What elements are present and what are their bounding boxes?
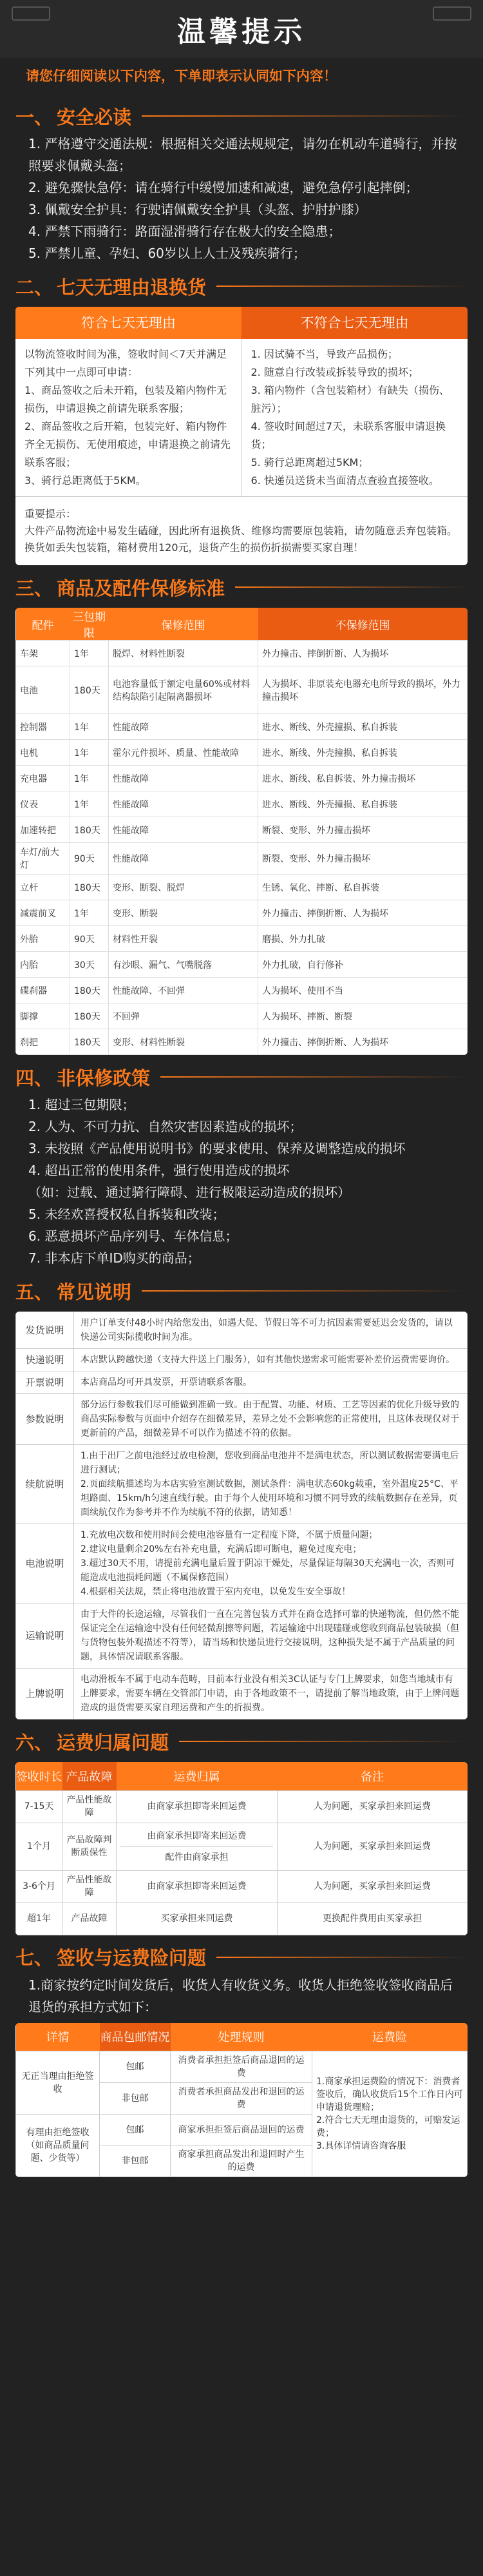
table-cell: 性能故障: [109, 791, 258, 817]
table-cell: 由商家承担即寄来回运费: [117, 1870, 278, 1903]
table-row: [16, 1603, 468, 1669]
warranty-header: 不保修范围: [258, 608, 468, 641]
table-cell: 内胎: [16, 952, 70, 978]
shipping-type: 非包邮: [100, 2083, 171, 2115]
warranty-header: 保修范围: [109, 608, 258, 641]
table-row: [16, 817, 468, 843]
table-cell: 刹把: [16, 1029, 70, 1055]
section-signing: [15, 1941, 468, 2178]
intro-text: 请您仔细阅读以下内容，下单即表示认同如下内容！: [26, 68, 337, 84]
table-cell: 脚撑: [16, 1003, 70, 1029]
table-cell: 进水、断线、外壳撞损、私自拆装: [258, 740, 468, 766]
table-cell: 产品性能故障: [62, 1790, 117, 1823]
table-cell: 性能故障: [109, 714, 258, 740]
table-cell: 电池: [16, 666, 70, 714]
table-row: [16, 1524, 468, 1603]
table-cell: 碟刹器: [16, 978, 70, 1003]
table-cell: 7-15天: [16, 1790, 62, 1823]
nonwarranty-item: 7. 非本店下单ID购买的商品；: [28, 1250, 200, 1266]
return-ineligible-list: [242, 339, 468, 496]
table-cell: 买家承担来回运费: [117, 1903, 278, 1935]
shipping-type: 包邮: [100, 2051, 171, 2083]
safety-item: 1. 严格遵守交通法规：根据相关交通法规规定，请勿在机动车道骑行，并按照要求佩戴头盔；: [28, 136, 457, 173]
section-heading: [15, 570, 468, 604]
return-ineligible-item: 2. 随意自行改装或拆装导致的损坏；: [251, 366, 419, 378]
signing-header: 运费险: [312, 2023, 468, 2051]
signing-detail: 无正当理由拒绝签收: [16, 2051, 100, 2115]
section-return: [15, 269, 468, 565]
return-ineligible-item: 4. 签收时间超过7天，未联系客服申请退换货；: [251, 420, 446, 450]
table-cell: 控制器: [16, 714, 70, 740]
table-row: [16, 1003, 468, 1029]
table-row: [16, 1823, 468, 1870]
table-row: [16, 1669, 468, 1719]
table-cell: 变形、材料性断裂: [109, 1029, 258, 1055]
signing-header: 详情: [16, 2023, 100, 2051]
note-text: 大件产品物流途中易发生磕碰，因此所有退换货、维修均需要原包装箱，请勿随意丢弃包装箱。换货如丢失包装箱，箱材费用120元，退货产生的损伤折损需要买家自理！: [24, 525, 458, 554]
return-note: [15, 497, 468, 565]
table-cell: 材料性开裂: [109, 926, 258, 952]
section-title: 非保修政策: [57, 1067, 151, 1089]
table-cell: 车架: [16, 641, 70, 666]
faq-value: 1.充放电次数和使用时间会使电池容量有一定程度下降，不属于质量问题； 2.建议电量剩余20%左右补充电量，充满后即可断电，避免过度充电； 3.超过30天不用，请提前充满电量后置于阴凉干燥处，尽量保证每隔30天充满电一次，否则可能造成电池损耗问题（不属保修范围） 4.根据相关法规，禁止将电池放置于室内充电，以免发生安全事故！: [74, 1524, 468, 1603]
table-cell: 由商家承担即寄来回运费: [117, 1790, 278, 1823]
table-cell: 90天: [70, 926, 109, 952]
decor-left: [12, 6, 50, 21]
table-cell: 180天: [70, 817, 109, 843]
table-cell: 1年: [70, 740, 109, 766]
table-cell: 脱焊、材料性断裂: [109, 641, 258, 666]
table-cell: 180天: [70, 666, 109, 714]
table-cell: 断裂、变形、外力撞击损坏: [258, 817, 468, 843]
table-row: [16, 952, 468, 978]
nonwarranty-item: 5. 未经欢喜授权私自拆装和改装；: [28, 1206, 225, 1222]
heading-line: [216, 1957, 468, 1958]
table-cell: 仪表: [16, 791, 70, 817]
table-row: [16, 641, 468, 666]
faq-key: 快递说明: [16, 1349, 74, 1371]
signing-rule: 消费者承担拒签后商品退回的运费: [171, 2051, 312, 2083]
return-header-ineligible: 不符合七天无理由: [242, 307, 468, 339]
table-row: [16, 1349, 468, 1371]
section-title: 安全必读: [57, 106, 132, 128]
table-cell: 变形、断裂、脱焊: [109, 875, 258, 900]
table-cell: 进水、断线、私自拆装、外力撞击损坏: [258, 766, 468, 791]
signing-header: 处理规则: [171, 2023, 312, 2051]
warranty-header: 三包期限: [70, 608, 109, 641]
table-row: [16, 666, 468, 714]
table-cell: 产品性能故障: [62, 1870, 117, 1903]
faq-key: 发货说明: [16, 1312, 74, 1349]
table-cell: 进水、断线、外壳撞损、私自拆装: [258, 791, 468, 817]
faq-key: 开票说明: [16, 1371, 74, 1394]
return-eligible-item: 3、骑行总距离低于5KM。: [24, 474, 146, 487]
table-row: [16, 1790, 468, 1823]
table-cell: 产品故障: [62, 1903, 117, 1935]
faq-value: 本店默认跨越快递（支持大件送上门服务），如有其他快递需求可能需要补差价运费需要询价。: [74, 1349, 468, 1371]
table-cell: 性能故障: [109, 766, 258, 791]
nonwarranty-item: 6. 恶意损坏产品序列号、车体信息；: [28, 1228, 238, 1244]
insurance-info: 1.商家承担运费险的情况下：消费者签收后，确认收货后15个工作日内可申请退货理赔； 2.符合七天无理由退货的，可赔发运费； 3.具体详情请咨询客服: [312, 2051, 468, 2177]
section-title: 签收与运费险问题: [57, 1947, 207, 1969]
section-freight: [15, 1725, 468, 1935]
nonwarranty-item: 3. 未按照《产品使用说明书》的要求使用、保养及调整造成的损坏: [28, 1141, 406, 1156]
faq-key: 电池说明: [16, 1524, 74, 1603]
safety-item: 2. 避免骤快急停：请在骑行中缓慢加速和减速，避免急停引起摔倒；: [28, 180, 419, 195]
freight-header: 运费归属: [117, 1762, 278, 1790]
table-cell: 充电器: [16, 766, 70, 791]
safety-item: 3. 佩戴安全护具：行驶请佩戴安全护具（头盔、护肘护膝）: [28, 202, 367, 217]
table-cell: 性能故障: [109, 843, 258, 875]
note-label: 重要提示：: [24, 508, 77, 520]
shipping-type: 非包邮: [100, 2145, 171, 2177]
table-cell: 立杆: [16, 875, 70, 900]
heading-line: [142, 1290, 468, 1292]
table-row: [16, 843, 468, 875]
section-title: 商品及配件保修标准: [57, 577, 225, 599]
table-cell: 加速转把: [16, 817, 70, 843]
table-cell: 进水、断线、外壳撞损、私自拆装: [258, 714, 468, 740]
faq-value: 部分运行参数我们尽可能做到准确一致。由于配置、功能、材质、工艺等因素的优化升级导致的商品实际参数与页面中介绍存在细微差异，差异之处不会影响您的正常使用，且这体表现仅对于更新前的产品，细微差异不可以作为描述不符的依据。: [74, 1394, 468, 1445]
section-title: 七天无理由退换货: [57, 276, 207, 298]
nonwarranty-item: 2. 人为、不可力抗、自然灾害因素造成的损坏；: [28, 1119, 303, 1134]
section-number: 七、: [15, 1947, 53, 1969]
table-cell: 人为问题，买家承担来回运费: [278, 1790, 468, 1823]
table-cell: 磨损、外力扎破: [258, 926, 468, 952]
table-cell: 人为损坏、摔断、断裂: [258, 1003, 468, 1029]
section-heading: [15, 1941, 468, 1974]
table-cell: 外胎: [16, 926, 70, 952]
section-number: 四、: [15, 1067, 53, 1089]
nonwarranty-item: 1. 超过三包期限；: [28, 1097, 135, 1112]
table-row: [16, 1394, 468, 1445]
table-cell: 性能故障: [109, 817, 258, 843]
table-cell: 外力撞击、摔倒折断、人为损坏: [258, 641, 468, 666]
section-heading: [15, 99, 468, 133]
freight-header: 产品故障: [62, 1762, 117, 1790]
table-cell: 超1年: [16, 1903, 62, 1935]
table-cell: 产品故障判断质保性: [62, 1823, 117, 1870]
table-cell: 180天: [70, 1029, 109, 1055]
faq-value: 1.由于出厂之前电池经过放电检测，您收到商品电池并不是满电状态，所以测试数据需要满电后进行测试； 2.页面续航描述均为本店实验室测试数据，测试条件：满电状态60kg载重，室外温度25°C、平坦路面、15km/h匀速直线行驶。由于每个人使用环境和习惯不同导致的续航数据存在差异，页面续航仅作为参考并不作为续航不符的依据，请知悉！: [74, 1445, 468, 1524]
nonwarranty-item: 4. 超出正常的使用条件，强行使用造成的损坏: [28, 1163, 290, 1178]
section-title: 运费归属问题: [57, 1731, 169, 1754]
heading-line: [216, 286, 468, 287]
table-cell: [117, 1823, 278, 1870]
table-cell: 1年: [70, 900, 109, 926]
header-banner: [0, 0, 483, 58]
section-heading: [15, 1060, 468, 1094]
table-cell: 车灯/前大灯: [16, 843, 70, 875]
table-row: [16, 791, 468, 817]
table-cell: 外力撞击、摔倒折断、人为损坏: [258, 1029, 468, 1055]
section-number: 二、: [15, 276, 53, 298]
freight-table: [15, 1762, 468, 1935]
signing-intro: 1.商家按约定时间发货后，收货人有收货义务。收货人拒绝签收签收商品后退货的承担方式如下：: [28, 1977, 453, 2015]
section-warranty: [15, 570, 468, 1055]
table-cell: 180天: [70, 978, 109, 1003]
table-cell: 更换配件费用由买家承担: [278, 1903, 468, 1935]
section-heading: [15, 1725, 468, 1758]
section-number: 五、: [15, 1281, 53, 1303]
table-row: [16, 1903, 468, 1935]
table-row: [16, 1312, 468, 1349]
table-row: [16, 714, 468, 740]
section-number: 一、: [15, 106, 53, 128]
table-cell: 人为损坏、使用不当: [258, 978, 468, 1003]
safety-item: 5. 严禁儿童、孕妇、60岁以上人士及残疾骑行；: [28, 246, 306, 261]
section-title: 常见说明: [57, 1281, 132, 1303]
return-header-eligible: 符合七天无理由: [15, 307, 242, 339]
safety-list: [15, 133, 468, 264]
table-cell: 生锈、氧化、摔断、私自拆装: [258, 875, 468, 900]
table-row: [16, 900, 468, 926]
section-faq: [15, 1274, 468, 1719]
table-cell: 霍尔元件损坏、质量、性能故障: [109, 740, 258, 766]
table-cell: 外力撞击、摔倒折断、人为损坏: [258, 900, 468, 926]
nonwarranty-item: （如：过载、通过骑行障碍、进行极限运动造成的损坏）: [28, 1185, 350, 1200]
return-ineligible-item: 6. 快递员送货未当面清点查验直接签收。: [251, 474, 439, 487]
return-ineligible-item: 3. 箱内物件（含包装箱材）有缺失（损伤、脏污）；: [251, 384, 450, 414]
table-row: [16, 1870, 468, 1903]
table-cell: 30天: [70, 952, 109, 978]
table-row: [16, 766, 468, 791]
table-row: [16, 978, 468, 1003]
faq-key: 续航说明: [16, 1445, 74, 1524]
table-cell: 1年: [70, 641, 109, 666]
table-cell: 人为问题，买家承担来回运费: [278, 1870, 468, 1903]
heading-line: [179, 1741, 468, 1742]
section-heading: [15, 269, 468, 303]
faq-value: 由于大件的长途运输，尽管我们一直在完善包装方式并在商仓选择可靠的快递物流，但仍然不能保证完全在运输途中没有任何轻微刮擦等问题，若运输途中出现磕碰或您收到商品包装破损（但与货物包装外观描述不符等），请当场和快递员进行交接说明，这种损失是不属于产品质量的问题，具体情况请联系客服。: [74, 1603, 468, 1669]
heading-line: [160, 1076, 468, 1078]
return-eligible-item: 1、商品签收之后未开箱，包装及箱内物件无损伤，申请退换之前请先联系客服；: [24, 384, 227, 414]
freight-header: 签收时长: [16, 1762, 62, 1790]
faq-key: 参数说明: [16, 1394, 74, 1445]
table-cell: 不回弹: [109, 1003, 258, 1029]
signing-table: [15, 2023, 468, 2178]
nonwarranty-list: [15, 1094, 468, 1269]
faq-value: 本店商品均可开具发票，开票请联系客服。: [74, 1371, 468, 1394]
table-cell: 1个月: [16, 1823, 62, 1870]
table-cell: 电池容量低于额定电量60%或材料结构缺陷引起隔离器损坏: [109, 666, 258, 714]
return-ineligible-item: 5. 骑行总距离超过5KM；: [251, 456, 369, 469]
table-cell: 断裂、变形、外力撞击损坏: [258, 843, 468, 875]
faq-key: 运输说明: [16, 1603, 74, 1669]
warranty-header: 配件: [16, 608, 70, 641]
table-cell: 外力扎破，自行修补: [258, 952, 468, 978]
return-table: [15, 307, 468, 565]
table-cell: 1年: [70, 714, 109, 740]
return-eligible-item: 2、商品签收之后开箱，包装完好、箱内物件齐全无损伤、无使用痕迹，申请退换之前请先联系客服；: [24, 420, 231, 469]
table-cell: 减震前叉: [16, 900, 70, 926]
table-row: [16, 1445, 468, 1524]
table-row: [16, 926, 468, 952]
page-title: 温馨提示: [177, 15, 306, 48]
safety-item: 4. 严禁下雨骑行：路面湿滑骑行存在极大的安全隐患；: [28, 224, 341, 239]
table-cell: 1年: [70, 791, 109, 817]
signing-rule: 消费者承担商品发出和退回的运费: [171, 2083, 312, 2115]
table-cell: 性能故障、不回弹: [109, 978, 258, 1003]
signing-header: 商品包邮情况: [100, 2023, 171, 2051]
table-cell: 人为损坏、非原装充电器充电所导致的损坏，外力撞击损坏: [258, 666, 468, 714]
freight-sub: 由商家承担即寄来回运费: [120, 1826, 273, 1847]
section-safety: [15, 99, 468, 264]
faq-table: [15, 1312, 468, 1719]
shipping-type: 包邮: [100, 2115, 171, 2145]
table-cell: 电机: [16, 740, 70, 766]
section-number: 六、: [15, 1731, 53, 1754]
section-number: 三、: [15, 577, 53, 599]
section-nonwarranty: [15, 1060, 468, 1269]
table-row: [16, 875, 468, 900]
freight-sub: 配件由商家承担: [165, 1852, 229, 1863]
freight-header: 备注: [278, 1762, 468, 1790]
decor-right: [433, 6, 471, 21]
return-eligible-list: [15, 339, 242, 496]
heading-line: [235, 586, 468, 588]
heading-line: [142, 115, 468, 117]
table-cell: 变形、断裂: [109, 900, 258, 926]
table-row: [16, 740, 468, 766]
faq-value: 用户订单支付48小时内给您发出，如遇大促、节假日等不可力抗因素需要延迟会发货的，请以快递公司实际揽收时间为准。: [74, 1312, 468, 1349]
faq-key: 上牌说明: [16, 1669, 74, 1719]
return-eligible-item: 以物流签收时间为准，签收时间＜7天并满足下列其中一点即可申请：: [24, 348, 227, 378]
table-cell: 180天: [70, 1003, 109, 1029]
table-row: [16, 1029, 468, 1055]
table-cell: 有沙眼、漏气、气嘴脱落: [109, 952, 258, 978]
table-cell: 1年: [70, 766, 109, 791]
faq-value: 电动滑板车不属于电动车范畴，目前本行业没有相关3C认证与专门上牌要求，如您当地城市有上牌要求，需要车辆在交管部门申请，由于各地政策不一，请提前了解当地政策，由于上牌问题造成的退货需要买家自理运费和产生的折损费。: [74, 1669, 468, 1719]
signing-rule: 商家承担商品发出和退回时产生的运费: [171, 2145, 312, 2177]
table-row: [16, 1371, 468, 1394]
table-cell: 90天: [70, 843, 109, 875]
table-cell: 180天: [70, 875, 109, 900]
table-cell: 3-6个月: [16, 1870, 62, 1903]
section-heading: [15, 1274, 468, 1308]
return-ineligible-item: 1. 因试骑不当，导致产品损伤；: [251, 348, 398, 360]
signing-rule: 商家承担拒签后商品退回的运费: [171, 2115, 312, 2145]
warranty-table: [15, 608, 468, 1055]
table-cell red: 人为问题，买家承担来回运费: [278, 1823, 468, 1870]
signing-detail: 有理由拒绝签收（如商品质量问题、少货等）: [16, 2115, 100, 2177]
